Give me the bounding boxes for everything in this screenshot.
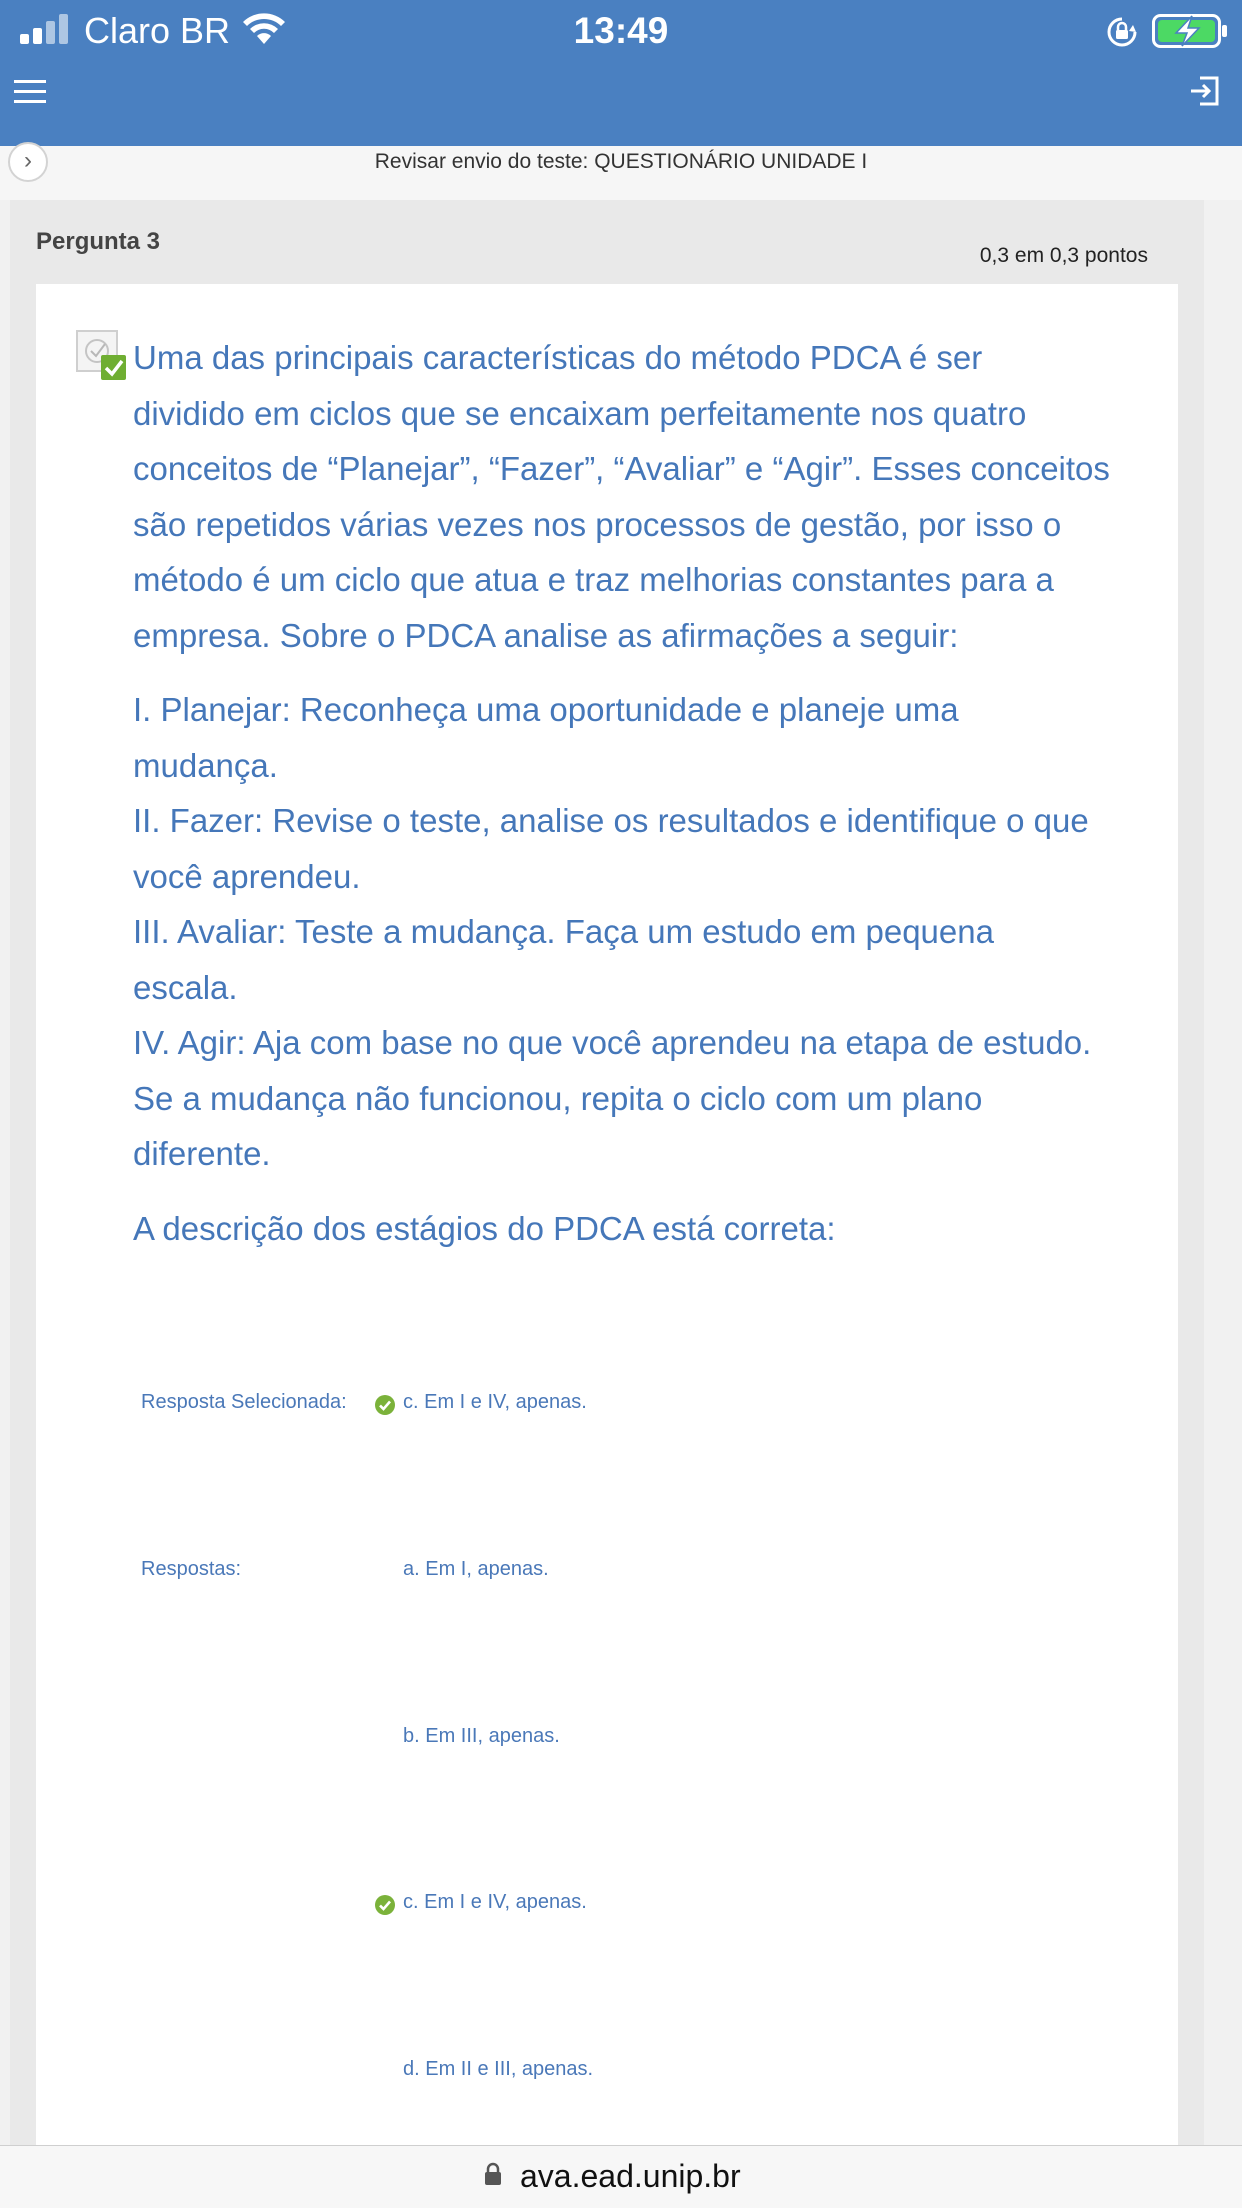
address-bar[interactable] <box>0 2145 1242 2208</box>
logout-icon[interactable] <box>1188 74 1222 108</box>
breadcrumb-expand-button[interactable]: › <box>8 142 48 182</box>
statement-line: III. Avaliar: Teste a mudança. Faça um estudo em pequena <box>133 913 994 950</box>
answers-label: Respostas: <box>141 1558 242 1580</box>
battery-charging-icon <box>1152 14 1228 48</box>
clock: 13:49 <box>573 10 669 51</box>
status-bar <box>0 0 1242 62</box>
url-text[interactable]: ava.ead.unip.br <box>520 2158 741 2194</box>
rotation-lock-icon <box>1106 16 1138 48</box>
top-bar <box>0 0 1242 146</box>
page-title: Revisar envio do teste: QUESTIONÁRIO UNIDADE I <box>374 150 868 173</box>
statement-line: IV. Agir: Aja com base no que você aprendeu na etapa de estudo. <box>133 1024 1092 1061</box>
question-score: 0,3 em 0,3 pontos <box>979 244 1148 267</box>
question-intro-line: são repetidos várias vezes nos processos de gestão, por isso o <box>133 505 1062 543</box>
selected-answer-value: c. Em I e IV, apenas. <box>403 1391 587 1413</box>
answer-option: a. Em I, apenas. <box>403 1558 549 1580</box>
question-status-icon <box>76 330 128 382</box>
question-text <box>133 330 1133 1256</box>
selected-answer-label: Resposta Selecionada: <box>141 1391 347 1413</box>
correct-check-icon <box>374 1394 396 1416</box>
question-intro-line: método é um ciclo que atua e traz melhorias constantes para a <box>133 561 1054 598</box>
answer-option-correct: c. Em I e IV, apenas. <box>403 1891 587 1913</box>
lock-icon <box>484 2162 502 2186</box>
statement-line: mudança. <box>133 746 278 784</box>
statement-line: Se a mudança não funcionou, repita o ciclo com um plano <box>133 1079 983 1117</box>
question-intro-line: Uma das principais características do método PDCA é ser <box>133 339 983 376</box>
statement-line: escala. <box>133 968 238 1006</box>
statement-line: diferente. <box>133 1135 271 1172</box>
question-number: Pergunta 3 <box>36 228 161 255</box>
answer-option: d. Em II e III, apenas. <box>403 2058 594 2080</box>
correct-check-icon <box>374 1894 396 1916</box>
carrier-name: Claro BR <box>84 10 231 51</box>
statement-line: II. Fazer: Revise o teste, analise os resultados e identifique o que <box>133 802 1089 839</box>
statement-line: I. Planejar: Reconheça uma oportunidade e planeje uma <box>133 691 959 728</box>
question-intro-line: conceitos de “Planejar”, “Fazer”, “Avaliar” e “Agir”. Esses conceitos <box>133 450 1110 487</box>
statement-line: você aprendeu. <box>133 857 361 895</box>
question-intro-line: dividido em ciclos que se encaixam perfeitamente nos quatro <box>133 394 1027 432</box>
question-prompt: A descrição dos estágios do PDCA está correta: <box>133 1209 836 1247</box>
answer-option: b. Em III, apenas. <box>403 1725 560 1747</box>
hamburger-menu-icon[interactable] <box>14 74 48 108</box>
question-intro-line: empresa. Sobre o PDCA analise as afirmações a seguir: <box>133 616 959 654</box>
